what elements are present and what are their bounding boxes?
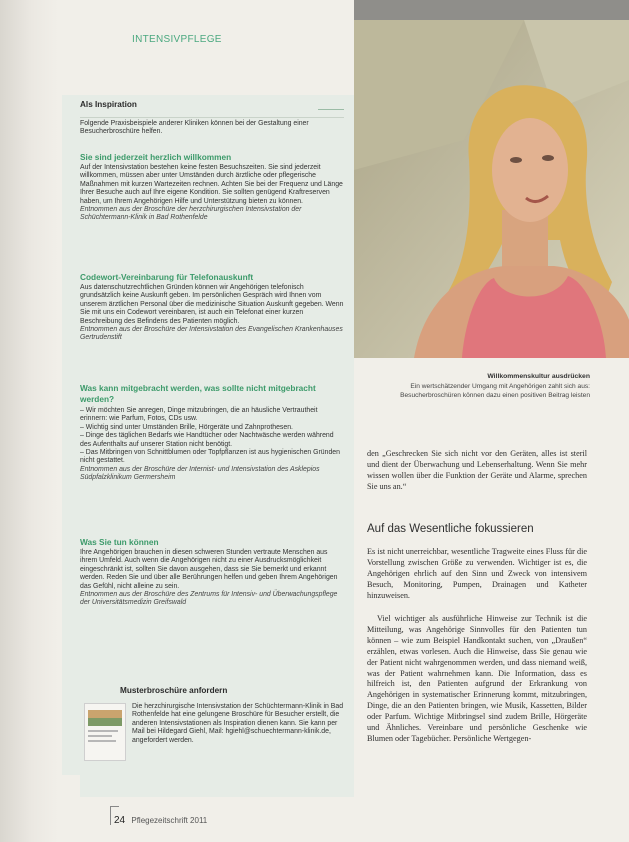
section-label: INTENSIVPFLEGE	[132, 34, 222, 45]
page-spine	[0, 0, 58, 842]
list-item: – Wir möchten Sie anregen, Dinge mitzubringen, die an häusliche Vertrautheit erinnern: wie Parfum, Fotos, CDs usw.	[80, 407, 318, 423]
list-item: – Das Mitbringen von Schnittblumen oder Topfpflanzen ist aus hygienischen Gründen nicht gestattet.	[80, 449, 340, 465]
background-edge	[354, 0, 629, 20]
block-text-codeword: Aus datenschutzrechtlichen Gründen können wir Angehörigen telefonisch grundsätzlich keine Auskunft geben. Im persönlichen Gespräch wird Ihnen vom unserem ärztlichen Personal über die medizinische Situation Auskunft gegeben. Wenn Sie mit uns ein Codewort vereinbaren, ist auch ein Telefonat einer kurzen Beschreibung des Befindens des Patienten möglich. Entnommen aus der Broschüre der Intensivstation des Evangelischen Krankenhauses Gertrudenstift	[80, 284, 344, 342]
block-list-bring	[80, 407, 344, 483]
brochure-box-heading: Musterbroschüre anfordern	[120, 686, 228, 695]
portrait-illustration	[354, 20, 629, 358]
article-paragraph: Viel wichtiger als ausführliche Hinweise zur Technik ist die Mitteilung, was Angehörige Sinnvolles für den Patienten tun können – wie zum Beispiel Handkontakt suchen, von „Draußen“ erzählen, etwas vorlesen. Auch die Hinweise, dass Sie genau wie der Patient nicht wahrgenommen werden, und dass niemand weiß, was der Patient wahrnehmen kann. Die Information, dass es hilfreich ist, den Patienten aufgrund der Erkrankung von Angehörigen in systematischer Erinnerung kommt, mitzubringen, Dinge, die an den Patienten bringen, wie Musik, Kassetten, Bilder oder Parfum. Wichtige Mitbringsel sind zudem Brille, Hörgeräte und Ähnliches. Vereinbare und persönliche Geschenke wie Blumen oder Tagebücher. Persönliche Wertgegen-	[367, 614, 587, 743]
page-number: 24	[114, 815, 126, 826]
article-heading: Auf das Wesentliche fokussieren	[367, 523, 534, 535]
block-source-todo: Entnommen aus der Broschüre des Zentrums für Intensiv- und Überwachungspflege der Universitätsmedizin Greifswald	[80, 591, 338, 607]
heading-rule	[318, 109, 344, 110]
block-text-welcome: Auf der Intensivstation bestehen keine festen Besuchszeiten. Sie sind jederzeit willkommen, müssen aber unter Umständen durch ärztliche oder pflegerische Maßnahmen mit kurzen Wartezeiten rechnen. Achten Sie bei der Frequenz und Länge Ihrer Besuche auch auf Ihre eigene Kondition. Sie sollten genügend Kraftreserven haben, um Ihrem Angehörigen Hilfe und Unterstützung bieten zu können. Entnommen aus der Broschüre der herzchirurgischen Intensivstation der Schüchtermann-Klinik in Bad Rothenfelde	[80, 164, 343, 222]
article-paragraph: den „Geschrecken Sie sich nicht vor den Geräten, alles ist steril und dient der Überwachung und Lebenserhaltung. Wenn Sie mehr wissen wollen über die Funktion der Geräte und Alarme, sprechen Sie uns an.“	[367, 449, 587, 491]
page-footer	[114, 815, 207, 826]
photo-caption-title: Willkommenskultur ausdrücken	[487, 373, 590, 380]
block-text-todo: Ihre Angehörigen brauchen in diesen schweren Stunden vertraute Menschen aus ihrem Umfeld. Auch wenn die Angehörigen nicht zu einer Ausdrucksmöglichkeit eingeschränkt ist, sollten Sie davon ausgehen, dass sie Sie bemerkt und erkannt werden. Reden Sie und über alle Berührungen helfen und geben Ihrem Angehörigen das Gefühl, nicht alleine zu sein. Entnommen aus der Broschüre des Zentrums für Intensiv- und Überwachungspflege der Universitätsmedizin Greifswald	[80, 549, 338, 607]
brochure-thumbnail-image	[85, 704, 125, 760]
publication-name: Pflegezeitschrift 2011	[131, 816, 208, 825]
block-heading-codeword: Codewort-Vereinbarung für Telefonauskunft	[80, 272, 254, 282]
block-heading-welcome: Sie sind jederzeit herzlich willkommen	[80, 152, 232, 162]
brochure-thumbnail	[84, 703, 126, 761]
article-paragraph: Es ist nicht unerreichbar, wesentliche Tragweite eines Fluss für die Vorstellung zwischen Größe zu verwenden. Wichtiger ist es, die Angehörigen ehrlich auf den Sinn und Zweck von intensivem Besuch, Monitoring, Pumpen, Drainagen und Katheter hinzuweisen.	[367, 547, 587, 600]
list-item: – Dinge des täglichen Bedarfs wie Handtücher oder Nachtwäsche werden während des Aufenthalts auf unserer Station nicht benötigt.	[80, 432, 334, 448]
photo-woman	[354, 20, 629, 358]
block-source-bring: Entnommen aus der Broschüre der Internist- und Intensivstation des Asklepios Südpfalzklinikum Germersheim	[80, 465, 320, 482]
block-heading-bring: Was kann mitgebracht werden, was sollte nicht mitgebracht werden?	[80, 383, 316, 404]
photo-caption: Ein wertschätzender Umgang mit Angehörigen zahlt sich aus: Besucherbroschüren können dazu einen positiven Beitrag leisten	[400, 383, 590, 399]
sidebar-heading: Als Inspiration	[80, 100, 137, 109]
brochure-box-text: Die herzchirurgische Intensivstation der Schüchtermann-Klinik in Bad Rothenfelde hat eine gelungene Broschüre für Besucher erstellt, die anderen Intensivstationen als Inspiration dienen kann. Sie kann per Mail bei Hildegard Giehl, Mail: hgiehl@schuechtermann-klinik.de, angefordert werden.	[132, 703, 344, 744]
block-source-codeword: Entnommen aus der Broschüre der Intensivstation des Evangelischen Krankenhauses Gertrudenstift	[80, 326, 343, 342]
block-heading-todo: Was Sie tun können	[80, 537, 159, 547]
sidebar-divider	[80, 117, 344, 118]
block-source-welcome: Entnommen aus der Broschüre der herzchirurgischen Intensivstation der Schüchtermann-Klinik in Bad Rothenfelde	[80, 206, 302, 222]
sidebar-intro-text: Folgende Praxisbeispiele anderer Kliniken können bei der Gestaltung einer Besucherbroschüre helfen.	[80, 120, 309, 136]
list-item: – Wichtig sind unter Umständen Brille, Hörgeräte und Zahnprothesen.	[80, 423, 293, 431]
